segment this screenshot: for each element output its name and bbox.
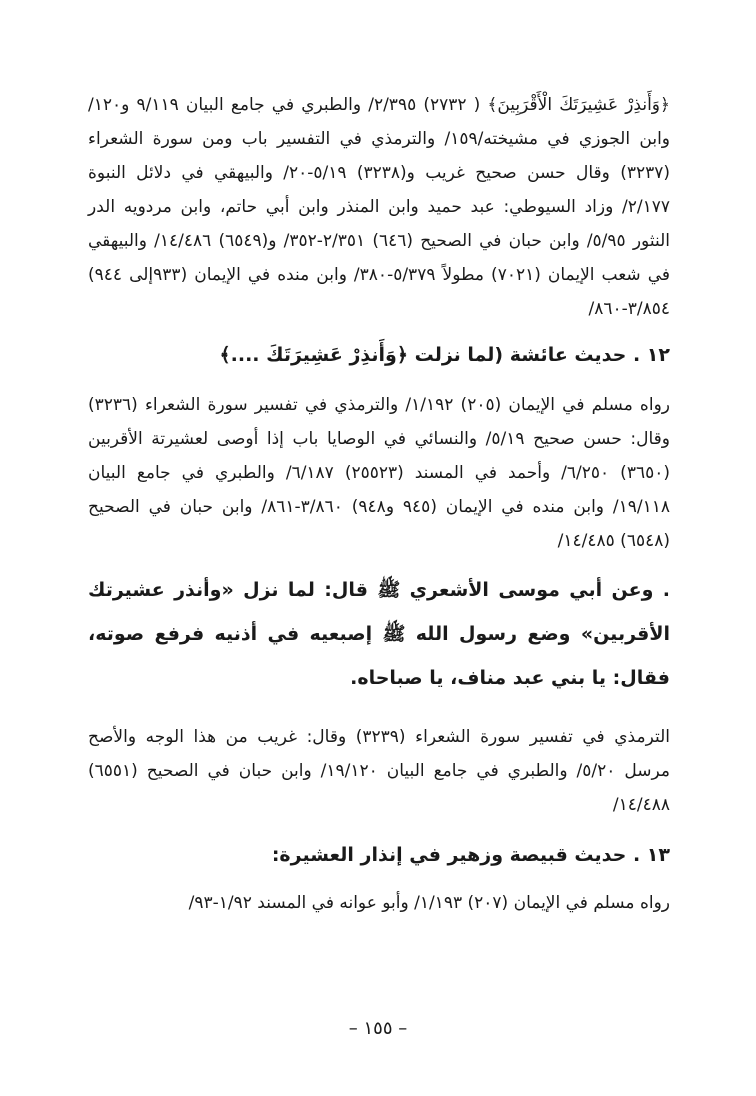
section-heading-13: ١٣ . حديث قبيصة وزهير في إنذار العشيرة: <box>271 844 670 866</box>
citation-paragraph-4: رواه مسلم في الإيمان (٢٠٧) ١/١٩٣/ وأبو عوانه في المسند ١/٩٢-٩٣/ <box>188 893 670 913</box>
page-number: – ١٥٥ – <box>348 1018 408 1039</box>
citation-paragraph-3: الترمذي في تفسير سورة الشعراء (٣٢٣٩) وقال: غريب من هذا الوجه والأصح مرسل ٥/٢٠/ والطبري في جامع البيان ١٩/١٢٠/ وابن حبان في الصحيح (٦٥٥١) ١٤/٤٨٨/ <box>88 727 670 815</box>
citation-paragraph-2: رواه مسلم في الإيمان (٢٠٥) ١/١٩٢/ والترمذي في تفسير سورة الشعراء (٣٢٣٦) وقال: حسن صحيح ٥/١٩/ والنسائي في الوصايا باب إذا أوصى لعشيرتة الأقربين (٣٦٥٠) ٦/٢٥٠/ وأحمد في المسند (٢٥٥٢٣) ٦/١٨٧/ والطبري في جامع البيان ١٩/١١٨/ وابن منده في الإيمان (٩٤٥ و٩٤٨) ٣/٨٦٠-٨٦١/ وابن حبان في الصحيح (٦٥٤٨) ١٤/٤٨٥/ <box>88 395 670 551</box>
page-body <box>88 88 670 920</box>
hadith-text: . وعن أبي موسى الأشعري ﷺ قال: لما نزل «وأنذر عشيرتك الأقربين» وضع رسول الله ﷺ إصبعيه في أذنيه فرفع صوته، فقال: يا بني عبد مناف، يا صباحاه. <box>88 579 670 689</box>
citation-paragraph-1: ﴿وَأَنذِرْ عَشِيرَتَكَ الْأَقْرَبِينَ﴾ ( ٢٧٣٢) ٢/٣٩٥/ والطبري في جامع البيان ٩/١١٩ و١٢٠/ وابن الجوزي في مشيخته/١٥٩/ والترمذي في التفسير باب ومن سورة الشعراء (٣٢٣٧) وقال حسن صحيح غريب و(٣٢٣٨) ٥/١٩-٢٠/ والبيهقي في دلائل النبوة ٢/١٧٧/ وزاد السيوطي: عبد حميد وابن المنذر وابن أبي حاتم، وابن مردويه الدر النثور ٥/٩٥/ وابن حبان في الصحيح (٦٤٦) ٢/٣٥١-٣٥٢/ و(٦٥٤٩) ١٤/٤٨٦/ والبيهقي في شعب الإيمان (٧٠٢١) مطولاً ٥/٣٧٩-٣٨٠/ وابن منده في الإيمان (٩٣٣إلى ٩٤٤) ٣/٨٥٤-٨٦٠/ <box>88 95 671 319</box>
section-heading-12: ١٢ . حديث عائشة (لما نزلت ﴿وَأَنذِرْ عَشِيرَتَكَ ....﴾ <box>219 344 670 366</box>
